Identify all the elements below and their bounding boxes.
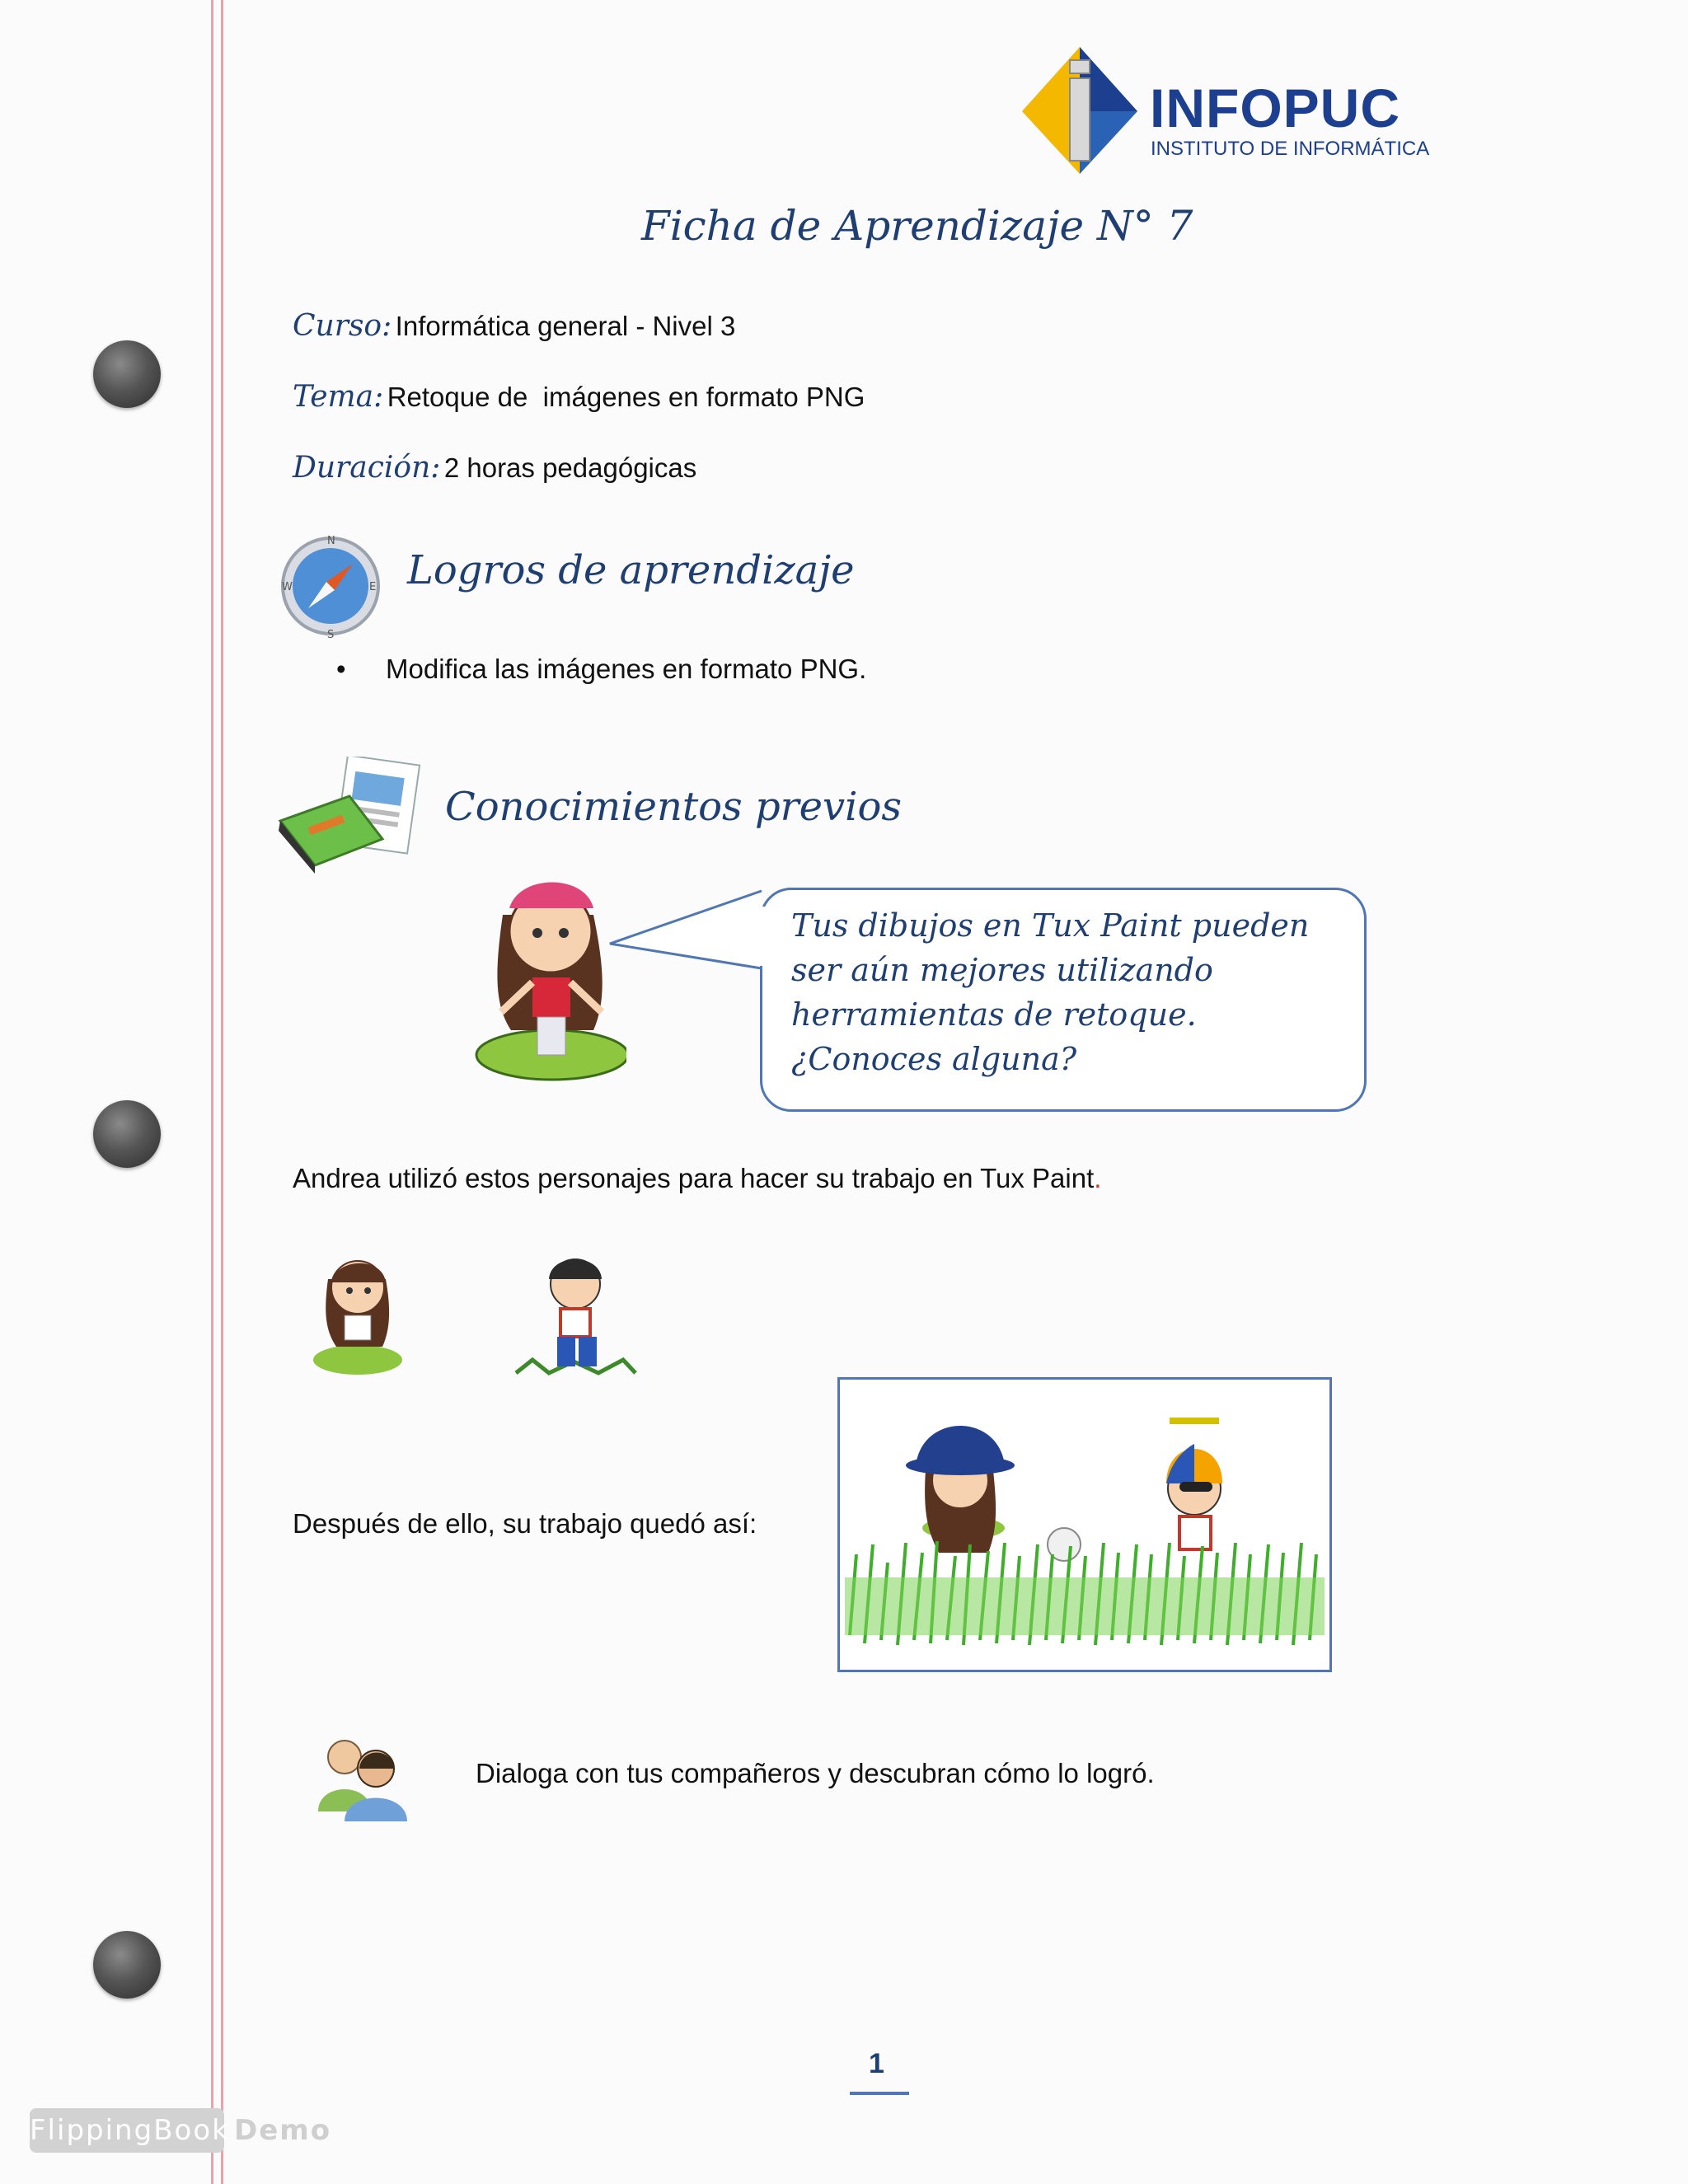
logo-name: INFOPUC — [1150, 77, 1400, 138]
tux-paint-result-illustration — [840, 1380, 1329, 1670]
binder-hole — [93, 1100, 161, 1168]
page-title: Ficha de Aprendizaje N° 7 — [641, 202, 1193, 250]
logros-item-text: Modifica las imágenes en formato PNG. — [386, 654, 867, 684]
tema-line — [293, 380, 865, 414]
curso-line — [293, 309, 735, 343]
paragraph-result: Después de ello, su trabajo quedó así: — [293, 1508, 757, 1539]
binder-hole — [93, 1931, 161, 1999]
girl-character-small-illustration — [308, 1249, 407, 1381]
people-dialog-icon — [312, 1732, 410, 1823]
previos-heading: Conocimientos previos — [445, 784, 903, 830]
flippingbook-watermark: FlippingBook — [30, 2108, 224, 2153]
page-number-underline — [850, 2092, 909, 2095]
svg-text:E: E — [369, 581, 377, 593]
svg-text:N: N — [327, 535, 335, 547]
bullet: • — [336, 654, 346, 684]
infopuc-logo — [1022, 45, 1434, 177]
duracion-value: 2 horas pedagógicas — [443, 452, 697, 483]
margin-line — [221, 0, 223, 2184]
svg-text:W: W — [282, 581, 293, 593]
svg-text:S: S — [327, 629, 335, 640]
logo-subtitle: INSTITUTO DE INFORMÁTICA — [1151, 138, 1430, 160]
demo-watermark: Demo — [234, 2114, 332, 2147]
duracion-label: Duración: — [293, 451, 441, 485]
speech-bubble-tail — [608, 888, 773, 1036]
dialog-text: Dialoga con tus compañeros y descubran cómo lo logró. — [476, 1758, 1155, 1788]
tema-label: Tema: — [293, 380, 384, 414]
infopuc-logo-mark-icon — [1022, 45, 1154, 177]
margin-line — [211, 0, 213, 2184]
binder-hole — [93, 340, 161, 408]
paragraph-characters-text: Andrea utilizó estos personajes para hacer su trabajo en Tux Paint — [293, 1163, 1095, 1193]
curso-value: Informática general - Nivel 3 — [395, 311, 736, 341]
book-documents-icon — [275, 757, 424, 880]
duracion-line — [293, 451, 696, 485]
paragraph-characters-period: . — [1094, 1163, 1102, 1193]
result-image-frame — [837, 1377, 1332, 1672]
logros-list-item — [336, 654, 866, 685]
boy-character-small-illustration — [508, 1246, 640, 1386]
logros-heading: Logros de aprendizaje — [407, 547, 855, 593]
page-number: 1 — [869, 2048, 884, 2079]
curso-label: Curso: — [293, 309, 392, 343]
tema-value: Retoque de imágenes en formato PNG — [387, 382, 865, 412]
speech-bubble-text: Tus dibujos en Tux Paint pueden ser aún mejores utilizando herramientas de retoque. ¿Conoces alguna? — [791, 907, 1310, 1077]
compass-icon — [277, 532, 384, 640]
paragraph-characters — [293, 1163, 1101, 1194]
girl-character-illustration — [462, 865, 626, 1088]
bubble-tail-mask — [760, 907, 785, 966]
